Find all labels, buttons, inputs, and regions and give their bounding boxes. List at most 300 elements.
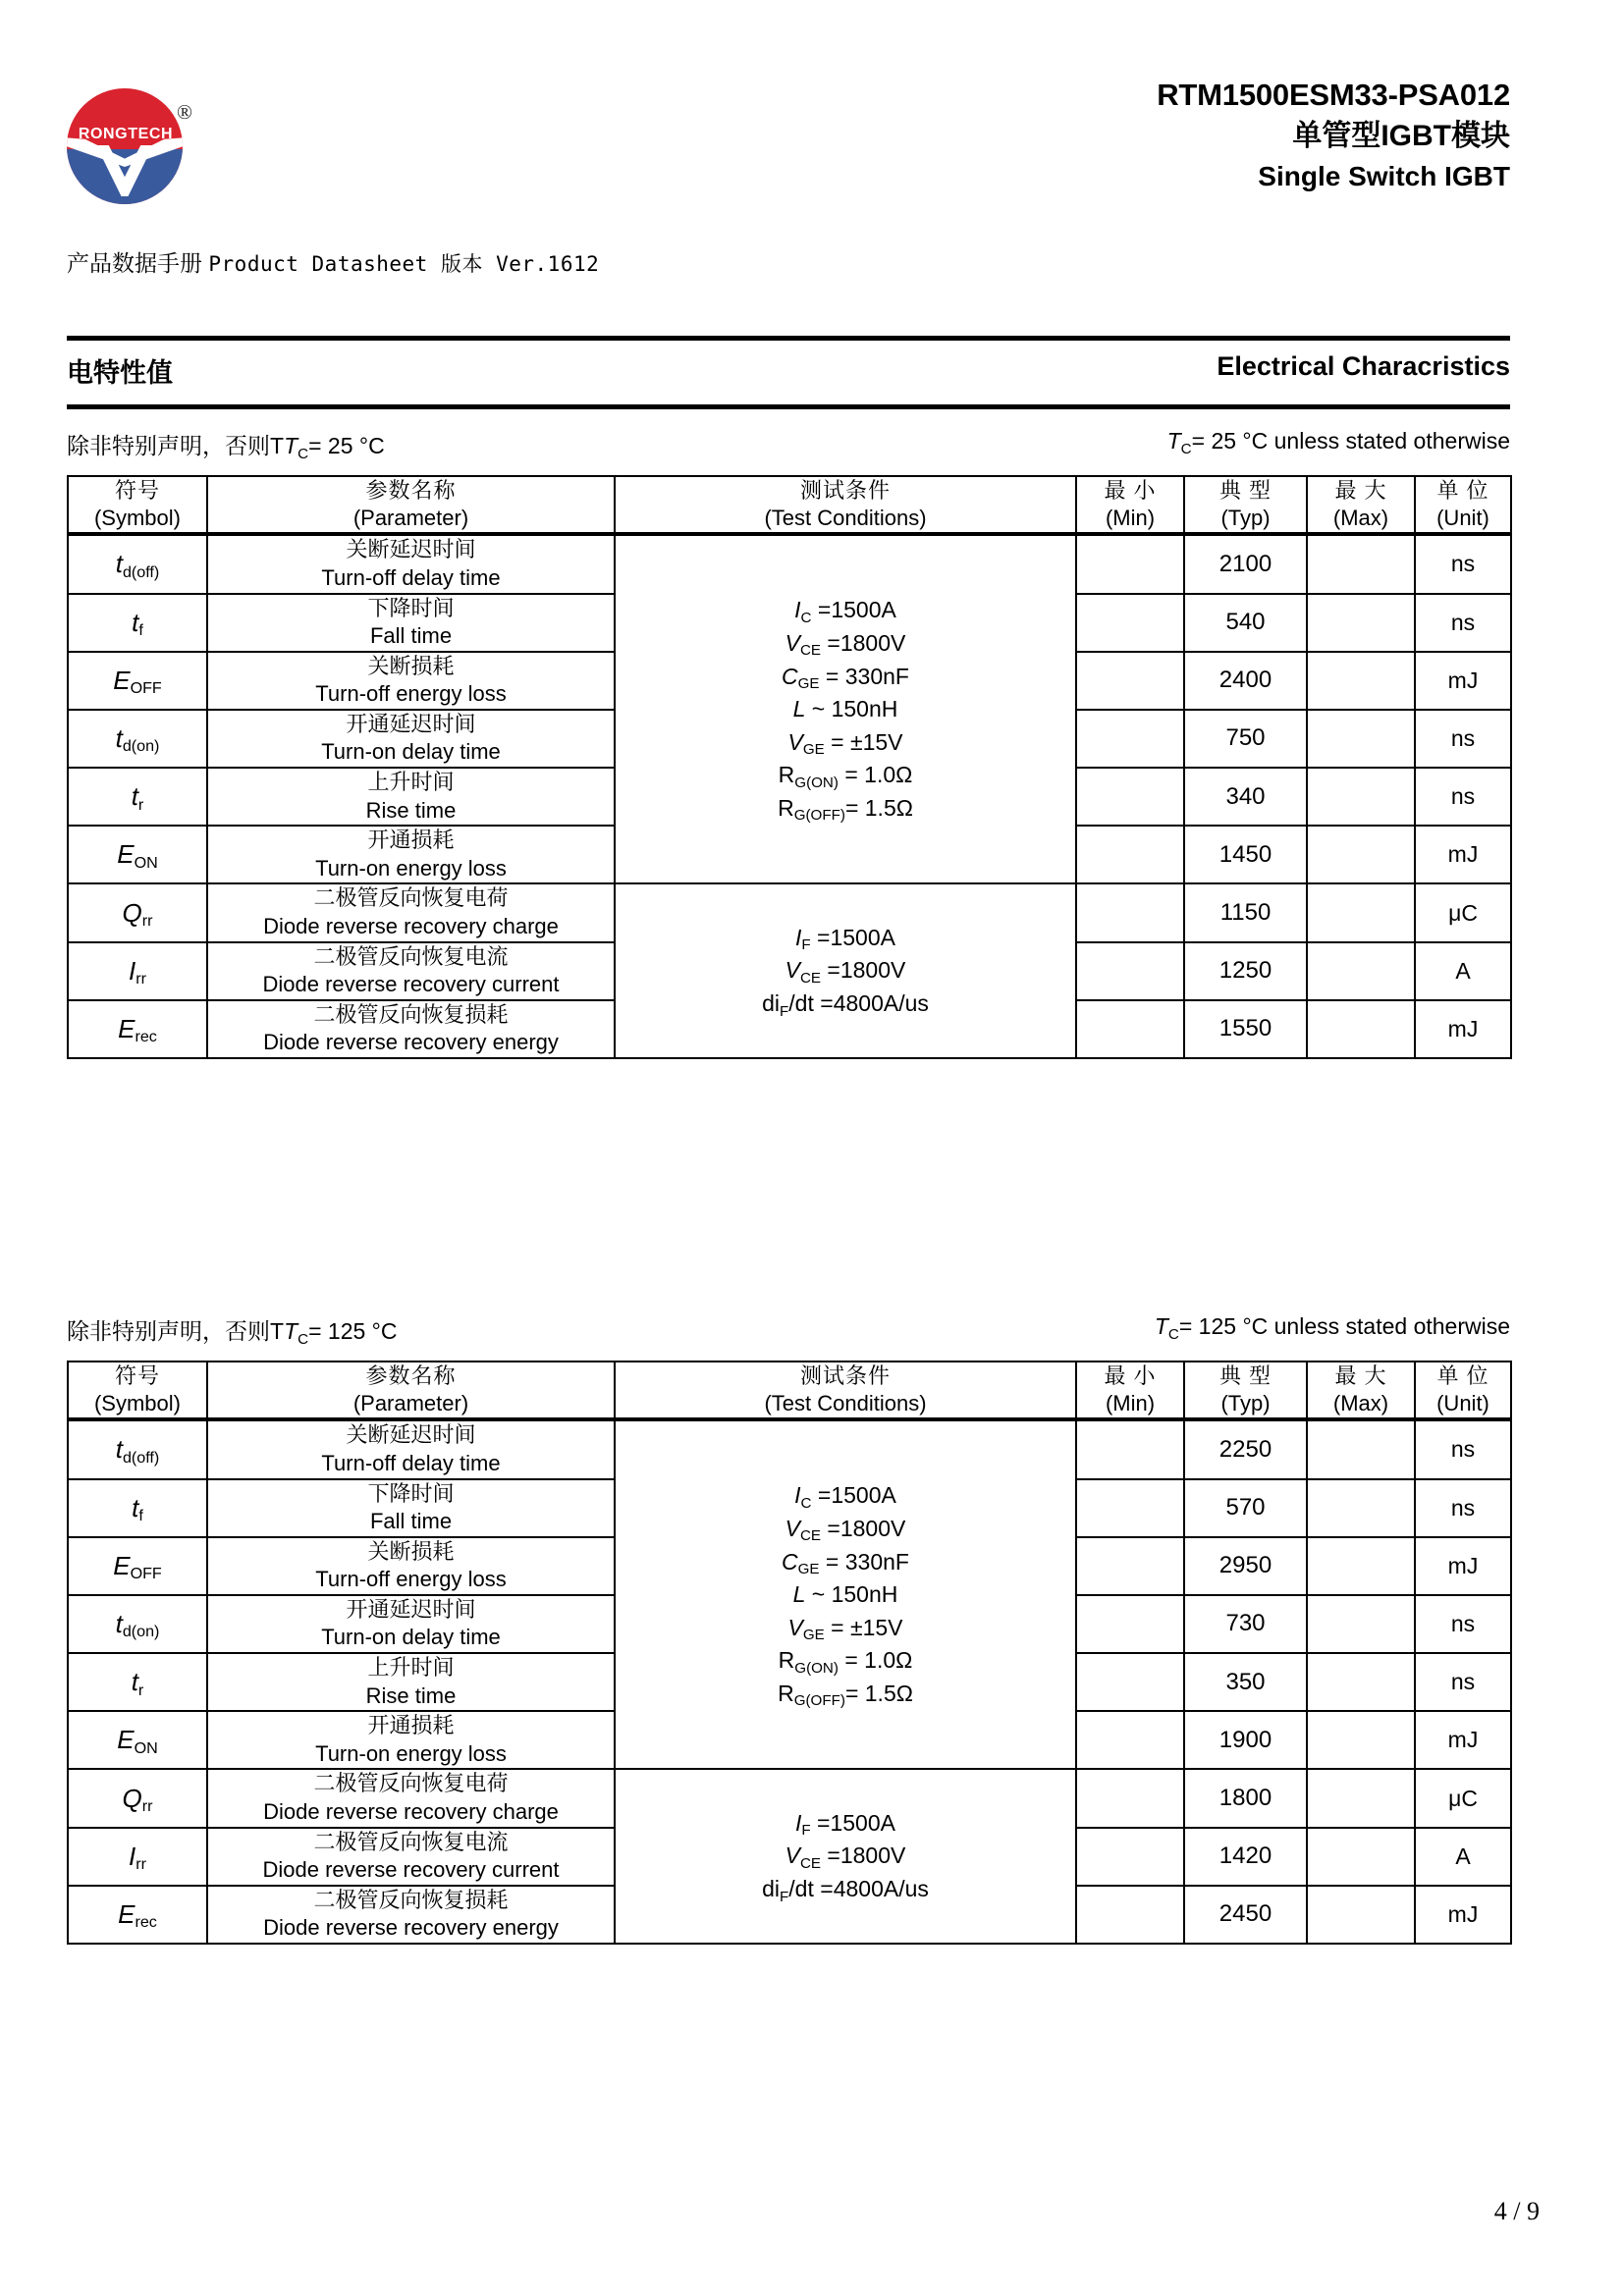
- symbol-glyph: $t_{d(on)}$: [115, 1608, 160, 1641]
- cell-symbol: [68, 1537, 207, 1595]
- parameter-en: Fall time: [369, 623, 453, 649]
- test-condition-value: =1800V: [821, 629, 906, 656]
- symbol-subscript: ON: [134, 853, 158, 872]
- cell-max: [1307, 1479, 1415, 1537]
- cell-parameter: [207, 883, 615, 941]
- section-title-row: [67, 351, 1510, 395]
- symbol-subscript: r: [137, 795, 144, 814]
- col-header-unit-en: (Unit): [1436, 1391, 1489, 1416]
- cell-unit: A: [1415, 1828, 1511, 1886]
- condition-en-125c: [1154, 1313, 1510, 1343]
- test-condition-subscript: C: [800, 1494, 812, 1512]
- col-header-typ-en: (Typ): [1220, 506, 1271, 531]
- symbol-subscript: rr: [135, 1855, 146, 1874]
- cell-typ: 2950: [1184, 1537, 1307, 1595]
- condition-symbol-sub: C: [298, 1330, 309, 1348]
- condition-cn-25c: [67, 428, 385, 460]
- test-condition-symbol: V: [785, 629, 800, 656]
- test-condition-line: [616, 922, 1075, 955]
- cell-min: [1076, 1595, 1184, 1653]
- table-row: [68, 534, 1511, 593]
- cell-min: [1076, 1769, 1184, 1827]
- test-condition-symbol: V: [787, 1614, 803, 1640]
- test-condition-value: = 1.0Ω: [838, 762, 913, 788]
- symbol-glyph: $I_{rr}$: [129, 955, 146, 988]
- test-condition-value: =1500A: [811, 1482, 896, 1509]
- symbol-subscript: rr: [141, 912, 153, 931]
- test-condition-symbol: di: [762, 990, 781, 1016]
- symbol-subscript: rr: [135, 970, 146, 988]
- symbol-subscript: f: [138, 621, 143, 640]
- cell-unit: mJ: [1415, 826, 1511, 883]
- symbol-subscript: f: [138, 1507, 143, 1525]
- table-body-25c: [68, 534, 1511, 1058]
- cell-unit: ns: [1415, 710, 1511, 768]
- cell-typ: 1250: [1184, 942, 1307, 1000]
- section-title-en: Electrical Characristics: [1217, 351, 1510, 381]
- test-condition-line: [616, 988, 1075, 1021]
- col-header-unit: [1415, 476, 1511, 534]
- col-header-symbol: [68, 1362, 207, 1419]
- parameter-cn: 二极管反向恢复电荷: [313, 885, 509, 911]
- test-condition-line: [616, 627, 1075, 661]
- cell-parameter: [207, 1419, 615, 1478]
- parameter-en: Fall time: [369, 1509, 453, 1534]
- table-row: [68, 883, 1511, 941]
- symbol-subscript: r: [137, 1681, 144, 1699]
- cell-min: [1076, 1419, 1184, 1478]
- test-condition-line: [616, 954, 1075, 988]
- cell-parameter: [207, 534, 615, 593]
- cell-min: [1076, 534, 1184, 593]
- cell-min: [1076, 883, 1184, 941]
- cell-symbol: [68, 710, 207, 768]
- test-condition-subscript: C: [800, 609, 812, 626]
- section-title-cn: 电特性值: [67, 358, 173, 388]
- col-header-parameter-en: (Parameter): [352, 506, 469, 531]
- registered-trademark-icon: ®: [177, 100, 192, 124]
- symbol-subscript: d(on): [122, 737, 160, 756]
- symbol-subscript: rec: [135, 1913, 157, 1932]
- symbol-subscript: OFF: [130, 1565, 162, 1583]
- parameter-cn: 二极管反向恢复电流: [313, 943, 509, 969]
- test-condition-value: ~ 150nH: [805, 1581, 898, 1608]
- col-header-unit-cn: 单 位: [1436, 1363, 1489, 1388]
- cell-min: [1076, 826, 1184, 883]
- test-condition-subscript: F: [780, 1002, 789, 1020]
- parameter-cn: 上升时间: [367, 770, 455, 795]
- test-condition-subscript: G(ON): [794, 1659, 839, 1677]
- cell-typ: 1900: [1184, 1711, 1307, 1769]
- parameter-en: Turn-on delay time: [321, 1625, 501, 1650]
- cell-max: [1307, 1653, 1415, 1711]
- col-header-test-en: (Test Conditions): [764, 1391, 927, 1416]
- test-condition-line: [616, 1807, 1075, 1841]
- parameter-cn: 二极管反向恢复电流: [313, 1829, 509, 1854]
- page-header: [67, 77, 1510, 322]
- cell-symbol: [68, 1886, 207, 1944]
- condition-en-symbol: T: [1166, 428, 1181, 454]
- cell-typ: 1550: [1184, 1000, 1307, 1058]
- symbol-subscript: rec: [135, 1028, 157, 1046]
- parameter-en: Diode reverse recovery charge: [263, 1799, 559, 1825]
- parameter-en: Diode reverse recovery charge: [263, 914, 559, 939]
- symbol-glyph: $t_r$: [131, 1667, 144, 1699]
- test-condition-symbol: L: [792, 696, 806, 722]
- condition-en-tail: = 125 °C unless stated otherwise: [1178, 1313, 1510, 1339]
- test-condition-value: /dt =4800A/us: [788, 1876, 929, 1901]
- test-condition-line: [616, 1578, 1075, 1612]
- symbol-subscript: OFF: [130, 679, 162, 698]
- condition-en-symbol: T: [1154, 1313, 1168, 1339]
- cell-symbol: [68, 594, 207, 652]
- col-header-parameter-cn: 参数名称: [365, 1363, 457, 1388]
- parameter-en: Diode reverse recovery current: [262, 972, 560, 997]
- col-header-unit-cn: 单 位: [1436, 478, 1489, 503]
- test-condition-line: [616, 1873, 1075, 1906]
- cell-parameter: [207, 1769, 615, 1827]
- cell-min: [1076, 1828, 1184, 1886]
- test-condition-line: [616, 792, 1075, 826]
- parameter-cn: 下降时间: [367, 595, 455, 620]
- test-condition-line: [616, 594, 1075, 627]
- cell-typ: 2100: [1184, 534, 1307, 593]
- symbol-glyph: $t_f$: [132, 1492, 143, 1525]
- col-header-parameter: [207, 1362, 615, 1419]
- cell-symbol: [68, 534, 207, 593]
- cell-symbol: [68, 1653, 207, 1711]
- col-header-test: [615, 476, 1076, 534]
- cell-parameter: [207, 1595, 615, 1653]
- test-condition-symbol: R: [778, 762, 795, 788]
- parameter-cn: 开通损耗: [367, 1713, 455, 1738]
- cell-symbol: [68, 942, 207, 1000]
- test-condition-subscript: CE: [799, 1527, 822, 1545]
- parameter-cn: 关断损耗: [367, 653, 455, 678]
- cell-min: [1076, 594, 1184, 652]
- test-condition-line: [616, 693, 1075, 726]
- cell-unit: ns: [1415, 1479, 1511, 1537]
- col-header-typ: [1184, 1362, 1307, 1419]
- test-condition-value: =1800V: [821, 957, 906, 984]
- test-condition-value: = 330nF: [819, 663, 909, 689]
- table-header-25c: [68, 476, 1511, 534]
- cell-max: [1307, 710, 1415, 768]
- parameter-en: Turn-off delay time: [321, 1450, 501, 1475]
- symbol-glyph: $E_{ON}$: [117, 1725, 158, 1757]
- test-condition-value: = 1.0Ω: [838, 1647, 913, 1674]
- symbol-glyph: $t_{d(off)}$: [115, 1434, 160, 1467]
- header-titles: [626, 77, 1510, 197]
- test-condition-subscript: F: [801, 936, 811, 954]
- test-condition-subscript: GE: [802, 741, 825, 759]
- cell-min: [1076, 768, 1184, 826]
- test-condition-line: [616, 1612, 1075, 1645]
- test-condition-value: = ±15V: [824, 1614, 903, 1640]
- condition-en-25c: [1166, 428, 1510, 457]
- col-header-typ-cn: 典 型: [1218, 478, 1272, 503]
- test-condition-line: [616, 726, 1075, 760]
- test-condition-symbol: I: [794, 1482, 801, 1509]
- test-condition-symbol: I: [794, 597, 801, 623]
- cell-symbol: [68, 1828, 207, 1886]
- condition-cn-text: 除非特别声明，否则T: [67, 1318, 285, 1344]
- test-condition-line: [616, 759, 1075, 792]
- symbol-glyph: $Q_{rr}$: [122, 897, 153, 931]
- test-condition-line: [616, 1546, 1075, 1579]
- condition-cn-tail: = 25 °C: [308, 433, 385, 458]
- condition-line-25c: [67, 428, 1510, 463]
- test-condition-subscript: GE: [802, 1627, 825, 1644]
- cell-max: [1307, 652, 1415, 710]
- parameter-cn: 上升时间: [367, 1655, 455, 1681]
- col-header-min-en: (Min): [1105, 1391, 1156, 1416]
- test-condition-subscript: CE: [799, 642, 822, 660]
- parameter-cn: 开通延迟时间: [346, 1596, 476, 1622]
- cell-parameter: [207, 1479, 615, 1537]
- cell-min: [1076, 942, 1184, 1000]
- test-condition-line: [616, 661, 1075, 694]
- symbol-glyph: $E_{OFF}$: [113, 1550, 162, 1583]
- cell-unit: mJ: [1415, 1000, 1511, 1058]
- parameter-en: Diode reverse recovery current: [262, 1857, 560, 1883]
- col-header-min-cn: 最 小: [1104, 478, 1157, 503]
- test-condition-symbol: L: [792, 1581, 806, 1608]
- test-condition-subscript: F: [780, 1888, 789, 1905]
- cell-min: [1076, 1711, 1184, 1769]
- logo-brand-text: RONGTECH: [78, 126, 174, 142]
- table-header-row: [68, 476, 1511, 534]
- test-condition-symbol: R: [778, 1680, 794, 1706]
- parameter-en: Diode reverse recovery energy: [263, 1030, 559, 1055]
- col-header-symbol-cn: 符号: [114, 1363, 160, 1388]
- test-condition-subscript: G(OFF): [793, 807, 845, 825]
- col-header-typ: [1184, 476, 1307, 534]
- condition-symbol-sub: C: [298, 445, 309, 462]
- cell-typ: 350: [1184, 1653, 1307, 1711]
- cell-unit: ns: [1415, 594, 1511, 652]
- col-header-typ-cn: 典 型: [1218, 1363, 1272, 1388]
- cell-test-conditions-diode: [615, 883, 1076, 1058]
- symbol-glyph: $t_{d(off)}$: [115, 549, 160, 581]
- condition-en-sub: C: [1180, 440, 1192, 457]
- symbol-glyph: $t_{d(on)}$: [115, 722, 160, 756]
- test-condition-value: =1500A: [811, 597, 896, 623]
- test-condition-line: [616, 1644, 1075, 1678]
- datasheet-label-cn: 产品数据手册: [67, 250, 202, 276]
- col-header-max: [1307, 1362, 1415, 1419]
- cell-parameter: [207, 1711, 615, 1769]
- test-condition-subscript: GE: [797, 675, 820, 693]
- cell-unit: mJ: [1415, 652, 1511, 710]
- col-header-max-cn: 最 大: [1334, 478, 1387, 503]
- section-divider: [67, 404, 1510, 409]
- condition-cn-text: 除非特别声明，否则T: [67, 433, 285, 458]
- test-condition-value: =1800V: [821, 1842, 906, 1869]
- col-header-parameter-en: (Parameter): [352, 1391, 469, 1416]
- condition-symbol-t: T: [284, 433, 298, 458]
- cell-min: [1076, 710, 1184, 768]
- parameter-cn: 开通延迟时间: [346, 711, 476, 736]
- col-header-symbol-cn: 符号: [114, 478, 160, 503]
- cell-test-conditions-igbt: [615, 534, 1076, 883]
- cell-max: [1307, 768, 1415, 826]
- cell-symbol: [68, 1479, 207, 1537]
- product-title-en: Single Switch IGBT: [1258, 161, 1510, 192]
- cell-symbol: [68, 1711, 207, 1769]
- cell-max: [1307, 594, 1415, 652]
- col-header-symbol: [68, 476, 207, 534]
- cell-parameter: [207, 1000, 615, 1058]
- electrical-characteristics-table-125c: [67, 1361, 1512, 1945]
- cell-symbol: [68, 1769, 207, 1827]
- test-condition-value: ~ 150nH: [805, 696, 898, 722]
- cell-min: [1076, 1000, 1184, 1058]
- product-title-cn: 单管型IGBT模块: [1292, 119, 1510, 152]
- cell-unit: ns: [1415, 1653, 1511, 1711]
- test-condition-line: [616, 1513, 1075, 1546]
- col-header-symbol-en: (Symbol): [93, 506, 181, 531]
- cell-unit: A: [1415, 942, 1511, 1000]
- parameter-en: Turn-off energy loss: [315, 681, 507, 707]
- parameter-cn: 二极管反向恢复损耗: [313, 1001, 509, 1027]
- col-header-max-en: (Max): [1332, 506, 1389, 531]
- cell-max: [1307, 942, 1415, 1000]
- test-condition-symbol: V: [787, 728, 803, 755]
- cell-unit: ns: [1415, 768, 1511, 826]
- parameter-en: Turn-on delay time: [321, 739, 501, 765]
- cell-typ: 340: [1184, 768, 1307, 826]
- cell-test-conditions-diode: [615, 1769, 1076, 1944]
- part-number: RTM1500ESM33-PSA012: [1157, 78, 1510, 112]
- cell-unit: mJ: [1415, 1711, 1511, 1769]
- cell-parameter: [207, 768, 615, 826]
- parameter-en: Turn-off delay time: [321, 564, 501, 590]
- cell-max: [1307, 1828, 1415, 1886]
- col-header-test-cn: 测试条件: [799, 1363, 891, 1388]
- parameter-cn: 关断延迟时间: [346, 537, 476, 562]
- parameter-en: Turn-on energy loss: [315, 1740, 507, 1766]
- symbol-subscript: rr: [141, 1797, 153, 1816]
- col-header-symbol-en: (Symbol): [93, 1391, 181, 1416]
- test-condition-value: =1800V: [821, 1515, 906, 1541]
- cell-parameter: [207, 652, 615, 710]
- parameter-cn: 二极管反向恢复电荷: [313, 1771, 509, 1796]
- cell-typ: 1800: [1184, 1769, 1307, 1827]
- parameter-en: Rise time: [365, 1682, 457, 1708]
- symbol-glyph: $E_{OFF}$: [113, 665, 162, 698]
- cell-symbol: [68, 1595, 207, 1653]
- cell-unit: mJ: [1415, 1886, 1511, 1944]
- test-condition-symbol: R: [778, 1647, 795, 1674]
- symbol-subscript: d(on): [122, 1623, 160, 1641]
- col-header-min-cn: 最 小: [1104, 1363, 1157, 1388]
- test-condition-subscript: CE: [799, 1854, 822, 1872]
- cell-typ: 750: [1184, 710, 1307, 768]
- col-header-typ-en: (Typ): [1220, 1391, 1271, 1416]
- cell-min: [1076, 1653, 1184, 1711]
- test-condition-subscript: G(OFF): [793, 1692, 845, 1710]
- parameter-cn: 二极管反向恢复损耗: [313, 1887, 509, 1912]
- test-condition-symbol: di: [762, 1876, 781, 1901]
- cell-min: [1076, 1886, 1184, 1944]
- condition-en-sub: C: [1167, 1325, 1179, 1343]
- col-header-test-cn: 测试条件: [799, 478, 891, 503]
- col-header-test-en: (Test Conditions): [764, 506, 927, 531]
- symbol-glyph: $E_{rec}$: [118, 1013, 157, 1046]
- condition-line-125c: [67, 1313, 1510, 1349]
- test-condition-subscript: G(ON): [794, 774, 839, 791]
- symbol-subscript: d(off): [122, 562, 160, 581]
- parameter-cn: 下降时间: [367, 1480, 455, 1506]
- parameter-en: Rise time: [365, 797, 457, 823]
- cell-test-conditions-igbt: [615, 1419, 1076, 1769]
- cell-parameter: [207, 710, 615, 768]
- symbol-glyph: $t_r$: [131, 781, 144, 814]
- test-condition-symbol: V: [785, 957, 800, 984]
- symbol-glyph: $t_f$: [132, 607, 143, 640]
- condition-cn-125c: [67, 1313, 398, 1346]
- cell-typ: 1450: [1184, 826, 1307, 883]
- cell-parameter: [207, 1653, 615, 1711]
- test-condition-symbol: V: [785, 1842, 800, 1869]
- cell-symbol: [68, 768, 207, 826]
- symbol-glyph: $E_{rec}$: [118, 1898, 157, 1932]
- test-condition-value: =1500A: [810, 1809, 895, 1836]
- test-condition-symbol: C: [782, 663, 798, 689]
- test-condition-value: /dt =4800A/us: [788, 990, 929, 1016]
- cell-parameter: [207, 1886, 615, 1944]
- cell-min: [1076, 1479, 1184, 1537]
- test-condition-symbol: R: [778, 794, 794, 821]
- cell-unit: μC: [1415, 883, 1511, 941]
- cell-max: [1307, 826, 1415, 883]
- cell-max: [1307, 1537, 1415, 1595]
- symbol-subscript: d(off): [122, 1448, 160, 1467]
- col-header-unit: [1415, 1362, 1511, 1419]
- cell-parameter: [207, 1537, 615, 1595]
- cell-unit: μC: [1415, 1769, 1511, 1827]
- cell-unit: ns: [1415, 534, 1511, 593]
- cell-max: [1307, 1595, 1415, 1653]
- test-condition-symbol: I: [794, 1809, 802, 1836]
- cell-typ: 1150: [1184, 883, 1307, 941]
- cell-symbol: [68, 826, 207, 883]
- parameter-en: Diode reverse recovery energy: [263, 1915, 559, 1941]
- cell-typ: 2450: [1184, 1886, 1307, 1944]
- table-header-row: [68, 1362, 1511, 1419]
- test-condition-value: = 1.5Ω: [844, 794, 913, 821]
- test-condition-symbol: C: [782, 1548, 798, 1575]
- cell-symbol: [68, 652, 207, 710]
- test-condition-value: =1500A: [810, 924, 895, 950]
- datasheet-label-en: Product Datasheet 版本 Ver.1612: [208, 252, 600, 276]
- test-condition-line: [616, 1479, 1075, 1513]
- condition-en-tail: = 25 °C unless stated otherwise: [1191, 428, 1510, 454]
- cell-unit: ns: [1415, 1419, 1511, 1478]
- col-header-min-en: (Min): [1105, 506, 1156, 531]
- cell-max: [1307, 1000, 1415, 1058]
- col-header-max: [1307, 476, 1415, 534]
- condition-cn-tail: = 125 °C: [308, 1318, 398, 1344]
- table-body-125c: [68, 1419, 1511, 1944]
- cell-symbol: [68, 883, 207, 941]
- parameter-en: Turn-off energy loss: [315, 1567, 507, 1592]
- parameter-en: Turn-on energy loss: [315, 855, 507, 881]
- header-divider: [67, 336, 1510, 341]
- cell-parameter: [207, 594, 615, 652]
- test-condition-symbol: V: [785, 1515, 800, 1541]
